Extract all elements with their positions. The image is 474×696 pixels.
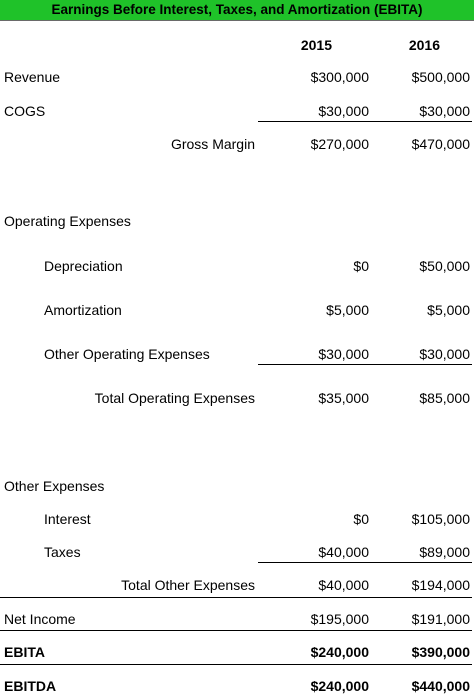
depreciation-2016: $50,000 bbox=[419, 258, 470, 274]
table-title: Earnings Before Interest, Taxes, and Amortization (EBITA) bbox=[0, 0, 474, 21]
ebitda-2016: $440,000 bbox=[411, 678, 470, 694]
ebitda-2015: $240,000 bbox=[310, 678, 369, 694]
net-income-2016: $191,000 bbox=[411, 611, 470, 627]
ebitda-label: EBITDA bbox=[4, 678, 57, 694]
gross-margin-2015: $270,000 bbox=[310, 136, 369, 152]
revenue-2015: $300,000 bbox=[310, 69, 369, 85]
taxes-2016: $89,000 bbox=[419, 544, 470, 560]
interest-2016: $105,000 bbox=[411, 511, 470, 527]
taxes-label: Taxes bbox=[44, 544, 81, 560]
other-operating-2015: $30,000 bbox=[318, 346, 369, 362]
ebita-2016: $390,000 bbox=[411, 644, 470, 660]
other-operating-label: Other Operating Expenses bbox=[44, 346, 210, 362]
ebita-2015: $240,000 bbox=[310, 644, 369, 660]
other-operating-2016: $30,000 bbox=[419, 346, 470, 362]
total-operating-2016: $85,000 bbox=[419, 390, 470, 406]
total-other-2016: $194,000 bbox=[411, 577, 470, 593]
amortization-label: Amortization bbox=[44, 302, 122, 318]
depreciation-2015: $0 bbox=[353, 258, 369, 274]
amortization-2015: $5,000 bbox=[326, 302, 369, 318]
total-operating-2015: $35,000 bbox=[318, 390, 369, 406]
cogs-underline bbox=[258, 121, 472, 122]
total-other-2015: $40,000 bbox=[318, 577, 369, 593]
interest-2015: $0 bbox=[353, 511, 369, 527]
ebita-underline bbox=[0, 664, 472, 665]
year-header-2016: 2016 bbox=[408, 37, 440, 53]
taxes-underline bbox=[258, 562, 472, 563]
operating-expenses-heading: Operating Expenses bbox=[4, 213, 131, 229]
total-other-label: Total Other Expenses bbox=[121, 577, 255, 593]
ebita-label: EBITA bbox=[4, 644, 45, 660]
taxes-2015: $40,000 bbox=[318, 544, 369, 560]
interest-label: Interest bbox=[44, 511, 91, 527]
other-operating-underline bbox=[258, 364, 472, 365]
net-income-2015: $195,000 bbox=[310, 611, 369, 627]
gross-margin-label: Gross Margin bbox=[170, 136, 255, 152]
gross-margin-2016: $470,000 bbox=[411, 136, 470, 152]
amortization-2016: $5,000 bbox=[427, 302, 470, 318]
depreciation-label: Depreciation bbox=[44, 258, 123, 274]
cogs-2015: $30,000 bbox=[318, 103, 369, 119]
total-operating-label: Total Operating Expenses bbox=[94, 390, 255, 406]
cogs-label: COGS bbox=[4, 103, 46, 119]
net-income-underline bbox=[0, 630, 472, 631]
other-expenses-heading: Other Expenses bbox=[4, 478, 105, 494]
revenue-2016: $500,000 bbox=[411, 69, 470, 85]
net-income-label: Net Income bbox=[4, 611, 76, 627]
cogs-2016: $30,000 bbox=[419, 103, 470, 119]
revenue-label: Revenue bbox=[4, 69, 61, 85]
total-other-underline bbox=[0, 597, 472, 598]
year-header-2015: 2015 bbox=[300, 37, 332, 53]
